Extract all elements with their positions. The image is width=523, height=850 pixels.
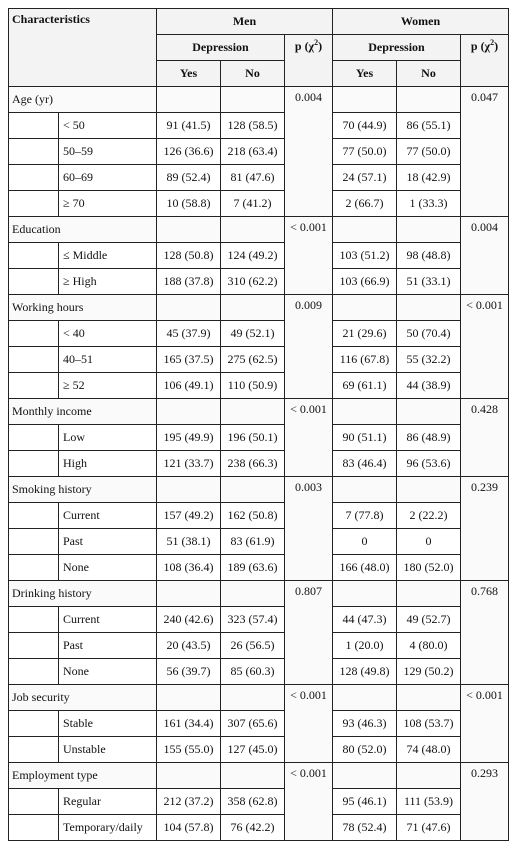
empty-cell [333, 581, 397, 607]
women-yes-cell: 93 (46.3) [333, 711, 397, 737]
characteristics-header: Characteristics [9, 9, 157, 87]
men-p-value: 0.003 [285, 477, 333, 581]
women-yes-cell: 1 (20.0) [333, 633, 397, 659]
women-p-value: 0.004 [461, 217, 509, 295]
men-yes-cell: 195 (49.9) [157, 425, 221, 451]
empty-cell [333, 399, 397, 425]
men-no-cell: 7 (41.2) [221, 191, 285, 217]
men-no-cell: 76 (42.2) [221, 815, 285, 841]
women-p-value: 0.768 [461, 581, 509, 685]
empty-cell [333, 763, 397, 789]
category-row [9, 295, 509, 321]
indent-cell [9, 113, 59, 139]
women-no-cell: 77 (50.0) [397, 139, 461, 165]
empty-cell [397, 87, 461, 113]
empty-cell [397, 477, 461, 503]
indent-cell [9, 815, 59, 841]
empty-cell [221, 477, 285, 503]
indent-cell [9, 191, 59, 217]
men-p-label: p (χ [294, 39, 315, 53]
men-depression-header: Depression [157, 35, 285, 61]
women-depression-header: Depression [333, 35, 461, 61]
empty-cell [157, 295, 221, 321]
table-row [9, 659, 509, 685]
women-yes-cell: 7 (77.8) [333, 503, 397, 529]
subcategory-label: High [59, 451, 157, 477]
empty-cell [221, 87, 285, 113]
category-label: Smoking history [9, 477, 157, 503]
men-yes-cell: 108 (36.4) [157, 555, 221, 581]
table-row [9, 139, 509, 165]
empty-cell [221, 763, 285, 789]
category-label: Job security [9, 685, 157, 711]
empty-cell [157, 399, 221, 425]
subcategory-label: None [59, 555, 157, 581]
table-row [9, 555, 509, 581]
men-no-cell: 162 (50.8) [221, 503, 285, 529]
table-body [9, 87, 509, 841]
women-no-cell: 96 (53.6) [397, 451, 461, 477]
women-no-cell: 51 (33.1) [397, 269, 461, 295]
men-p-value: < 0.001 [285, 399, 333, 477]
women-no-cell: 0 [397, 529, 461, 555]
indent-cell [9, 425, 59, 451]
subcategory-label: Current [59, 503, 157, 529]
subcategory-label: 40–51 [59, 347, 157, 373]
table-row [9, 529, 509, 555]
women-no-cell: 2 (22.2) [397, 503, 461, 529]
women-yes-cell: 77 (50.0) [333, 139, 397, 165]
subcategory-label: ≥ High [59, 269, 157, 295]
table-row [9, 503, 509, 529]
women-p-value: < 0.001 [461, 295, 509, 399]
men-no-cell: 307 (65.6) [221, 711, 285, 737]
men-no-cell: 218 (63.4) [221, 139, 285, 165]
men-yes-header: Yes [157, 61, 221, 87]
women-header: Women [333, 9, 509, 35]
men-yes-cell: 45 (37.9) [157, 321, 221, 347]
men-no-cell: 124 (49.2) [221, 243, 285, 269]
subcategory-label: 60–69 [59, 165, 157, 191]
indent-cell [9, 529, 59, 555]
subcategory-label: Stable [59, 711, 157, 737]
men-p-close: ) [318, 39, 323, 53]
empty-cell [157, 217, 221, 243]
indent-cell [9, 451, 59, 477]
table-row [9, 113, 509, 139]
indent-cell [9, 711, 59, 737]
women-no-cell: 1 (33.3) [397, 191, 461, 217]
women-no-cell: 4 (80.0) [397, 633, 461, 659]
category-label: Education [9, 217, 157, 243]
empty-cell [333, 87, 397, 113]
men-no-cell: 275 (62.5) [221, 347, 285, 373]
women-no-cell: 98 (48.8) [397, 243, 461, 269]
indent-cell [9, 789, 59, 815]
men-p-header [285, 35, 333, 87]
table-row [9, 451, 509, 477]
empty-cell [157, 87, 221, 113]
empty-cell [157, 763, 221, 789]
women-p-label: p (χ [470, 39, 491, 53]
men-yes-cell: 56 (39.7) [157, 659, 221, 685]
men-yes-cell: 128 (50.8) [157, 243, 221, 269]
men-yes-cell: 91 (41.5) [157, 113, 221, 139]
empty-cell [221, 581, 285, 607]
men-yes-cell: 51 (38.1) [157, 529, 221, 555]
indent-cell [9, 165, 59, 191]
men-no-cell: 81 (47.6) [221, 165, 285, 191]
table-row [9, 425, 509, 451]
women-yes-cell: 69 (61.1) [333, 373, 397, 399]
category-row [9, 763, 509, 789]
indent-cell [9, 659, 59, 685]
women-yes-header: Yes [333, 61, 397, 87]
table-row [9, 165, 509, 191]
women-no-cell: 108 (53.7) [397, 711, 461, 737]
women-no-cell: 180 (52.0) [397, 555, 461, 581]
women-no-cell: 18 (42.9) [397, 165, 461, 191]
men-yes-cell: 155 (55.0) [157, 737, 221, 763]
empty-cell [221, 217, 285, 243]
women-p-value: 0.047 [461, 87, 509, 217]
women-no-cell: 86 (55.1) [397, 113, 461, 139]
table-row [9, 737, 509, 763]
men-yes-cell: 240 (42.6) [157, 607, 221, 633]
indent-cell [9, 737, 59, 763]
subcategory-label: ≥ 70 [59, 191, 157, 217]
indent-cell [9, 321, 59, 347]
women-yes-cell: 83 (46.4) [333, 451, 397, 477]
women-no-cell: 50 (70.4) [397, 321, 461, 347]
men-p-sup: 2 [314, 38, 319, 47]
category-row [9, 87, 509, 113]
subcategory-label: Temporary/daily [59, 815, 157, 841]
women-no-cell: 129 (50.2) [397, 659, 461, 685]
women-no-cell: 74 (48.0) [397, 737, 461, 763]
men-p-value: < 0.001 [285, 217, 333, 295]
category-row [9, 477, 509, 503]
men-no-cell: 49 (52.1) [221, 321, 285, 347]
table-row [9, 347, 509, 373]
table-row [9, 607, 509, 633]
women-p-value: 0.428 [461, 399, 509, 477]
indent-cell [9, 243, 59, 269]
women-yes-cell: 2 (66.7) [333, 191, 397, 217]
women-p-sup: 2 [490, 38, 495, 47]
men-yes-cell: 161 (34.4) [157, 711, 221, 737]
table-row [9, 373, 509, 399]
indent-cell [9, 555, 59, 581]
table-row [9, 711, 509, 737]
empty-cell [221, 295, 285, 321]
header-row-1 [9, 9, 509, 35]
men-yes-cell: 165 (37.5) [157, 347, 221, 373]
men-yes-cell: 188 (37.8) [157, 269, 221, 295]
men-yes-cell: 121 (33.7) [157, 451, 221, 477]
table-row [9, 321, 509, 347]
empty-cell [333, 477, 397, 503]
category-label: Drinking history [9, 581, 157, 607]
category-label: Monthly income [9, 399, 157, 425]
men-p-value: < 0.001 [285, 763, 333, 841]
women-yes-cell: 128 (49.8) [333, 659, 397, 685]
empty-cell [333, 685, 397, 711]
indent-cell [9, 503, 59, 529]
men-yes-cell: 126 (36.6) [157, 139, 221, 165]
women-yes-cell: 78 (52.4) [333, 815, 397, 841]
women-yes-cell: 90 (51.1) [333, 425, 397, 451]
empty-cell [157, 477, 221, 503]
men-p-value: < 0.001 [285, 685, 333, 763]
empty-cell [397, 685, 461, 711]
indent-cell [9, 607, 59, 633]
women-yes-cell: 24 (57.1) [333, 165, 397, 191]
men-p-value: 0.807 [285, 581, 333, 685]
empty-cell [157, 581, 221, 607]
category-row [9, 217, 509, 243]
men-no-cell: 238 (66.3) [221, 451, 285, 477]
subcategory-label: Low [59, 425, 157, 451]
women-yes-cell: 103 (66.9) [333, 269, 397, 295]
subcategory-label: Past [59, 633, 157, 659]
men-no-header: No [221, 61, 285, 87]
indent-cell [9, 139, 59, 165]
women-p-value: 0.293 [461, 763, 509, 841]
women-yes-cell: 70 (44.9) [333, 113, 397, 139]
women-p-header [461, 35, 509, 87]
subcategory-label: Regular [59, 789, 157, 815]
table-row [9, 789, 509, 815]
women-no-cell: 44 (38.9) [397, 373, 461, 399]
men-yes-cell: 104 (57.8) [157, 815, 221, 841]
women-no-header: No [397, 61, 461, 87]
men-no-cell: 196 (50.1) [221, 425, 285, 451]
men-yes-cell: 106 (49.1) [157, 373, 221, 399]
table-row [9, 191, 509, 217]
men-no-cell: 110 (50.9) [221, 373, 285, 399]
subcategory-label: 50–59 [59, 139, 157, 165]
men-no-cell: 358 (62.8) [221, 789, 285, 815]
table-row [9, 269, 509, 295]
women-p-close: ) [494, 39, 499, 53]
subcategory-label: < 50 [59, 113, 157, 139]
women-no-cell: 86 (48.9) [397, 425, 461, 451]
women-yes-cell: 44 (47.3) [333, 607, 397, 633]
subcategory-label: ≥ 52 [59, 373, 157, 399]
category-label: Working hours [9, 295, 157, 321]
men-no-cell: 127 (45.0) [221, 737, 285, 763]
subcategory-label: Unstable [59, 737, 157, 763]
subcategory-label: Past [59, 529, 157, 555]
men-no-cell: 323 (57.4) [221, 607, 285, 633]
category-row [9, 685, 509, 711]
indent-cell [9, 269, 59, 295]
category-row [9, 581, 509, 607]
characteristics-table [8, 8, 509, 841]
indent-cell [9, 633, 59, 659]
women-yes-cell: 95 (46.1) [333, 789, 397, 815]
women-p-value: < 0.001 [461, 685, 509, 763]
women-yes-cell: 80 (52.0) [333, 737, 397, 763]
men-yes-cell: 20 (43.5) [157, 633, 221, 659]
indent-cell [9, 347, 59, 373]
men-no-cell: 26 (56.5) [221, 633, 285, 659]
empty-cell [397, 217, 461, 243]
women-yes-cell: 0 [333, 529, 397, 555]
subcategory-label: < 40 [59, 321, 157, 347]
men-yes-cell: 10 (58.8) [157, 191, 221, 217]
table-row [9, 815, 509, 841]
women-no-cell: 49 (52.7) [397, 607, 461, 633]
subcategory-label: ≤ Middle [59, 243, 157, 269]
table-row [9, 243, 509, 269]
women-yes-cell: 116 (67.8) [333, 347, 397, 373]
men-header: Men [157, 9, 333, 35]
women-no-cell: 71 (47.6) [397, 815, 461, 841]
men-p-value: 0.004 [285, 87, 333, 217]
women-yes-cell: 166 (48.0) [333, 555, 397, 581]
category-label: Employment type [9, 763, 157, 789]
men-yes-cell: 212 (37.2) [157, 789, 221, 815]
empty-cell [221, 399, 285, 425]
men-yes-cell: 89 (52.4) [157, 165, 221, 191]
table-row [9, 633, 509, 659]
men-no-cell: 189 (63.6) [221, 555, 285, 581]
category-label: Age (yr) [9, 87, 157, 113]
empty-cell [397, 581, 461, 607]
men-no-cell: 310 (62.2) [221, 269, 285, 295]
subcategory-label: None [59, 659, 157, 685]
empty-cell [333, 295, 397, 321]
subcategory-label: Current [59, 607, 157, 633]
men-no-cell: 128 (58.5) [221, 113, 285, 139]
men-no-cell: 85 (60.3) [221, 659, 285, 685]
women-no-cell: 111 (53.9) [397, 789, 461, 815]
men-yes-cell: 157 (49.2) [157, 503, 221, 529]
empty-cell [397, 763, 461, 789]
men-no-cell: 83 (61.9) [221, 529, 285, 555]
empty-cell [397, 399, 461, 425]
women-yes-cell: 21 (29.6) [333, 321, 397, 347]
women-p-value: 0.239 [461, 477, 509, 581]
category-row [9, 399, 509, 425]
women-yes-cell: 103 (51.2) [333, 243, 397, 269]
indent-cell [9, 373, 59, 399]
empty-cell [333, 217, 397, 243]
empty-cell [397, 295, 461, 321]
men-p-value: 0.009 [285, 295, 333, 399]
empty-cell [221, 685, 285, 711]
women-no-cell: 55 (32.2) [397, 347, 461, 373]
empty-cell [157, 685, 221, 711]
